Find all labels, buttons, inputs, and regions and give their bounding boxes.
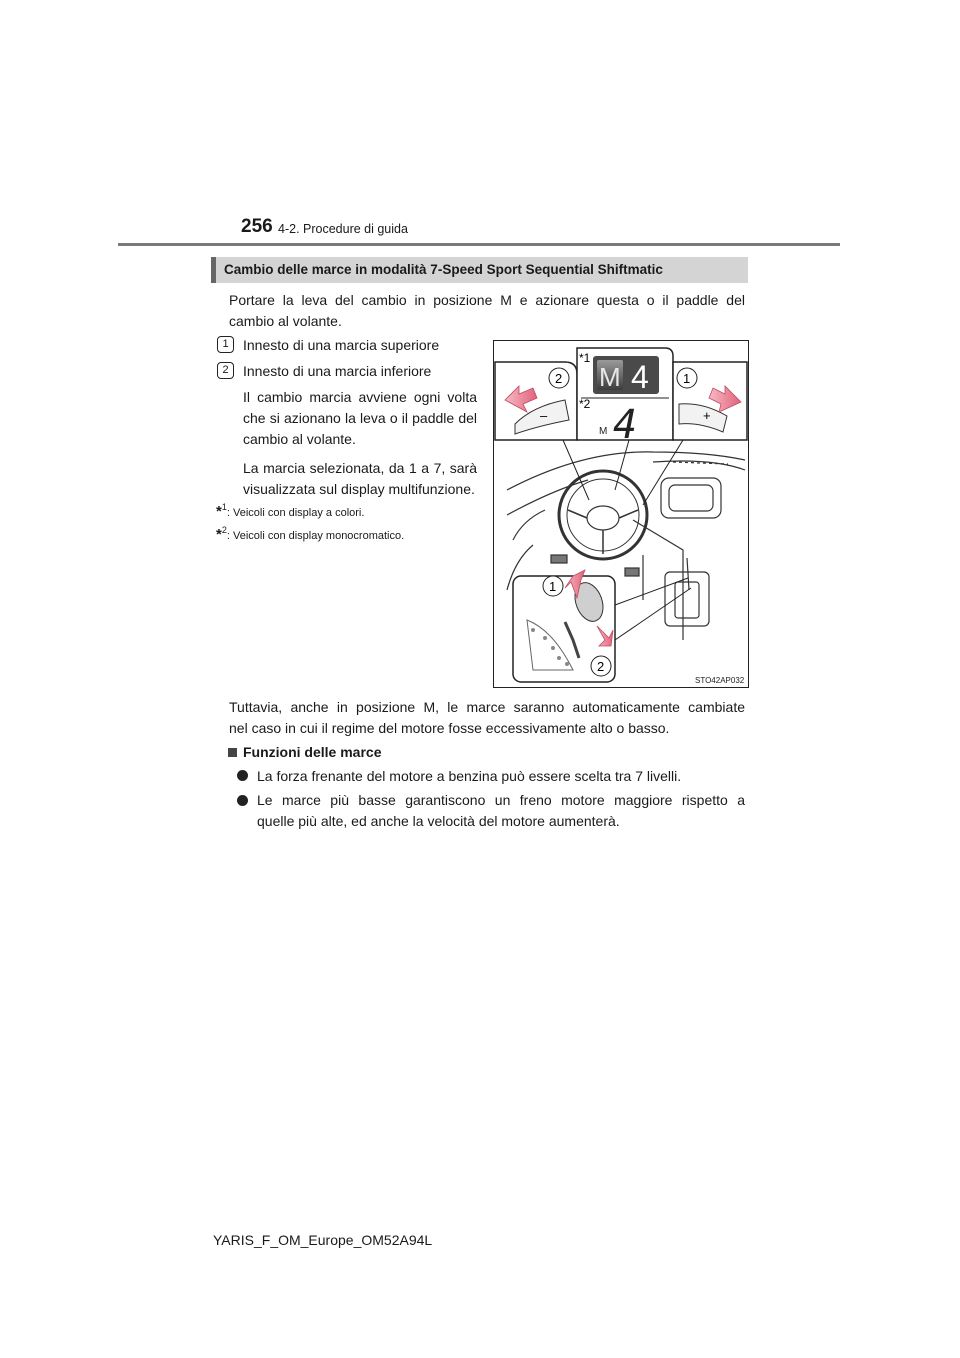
document-code: YARIS_F_OM_Europe_OM52A94L (213, 1232, 433, 1248)
round-bullet-icon (237, 770, 248, 781)
callout-number: 1 (683, 371, 691, 386)
footnote-2 (216, 526, 404, 544)
color-display-mode: M (599, 362, 621, 392)
para3-line-1: Tuttavia, anche in posizione M, le marce saranno automaticamente cambiate (229, 699, 745, 715)
square-bullet-icon (228, 748, 237, 757)
footnote-text: : Veicoli con display monocromatico. (226, 530, 405, 542)
bullet-text: La forza frenante del motore a benzina può essere scelta tra 7 livelli. (257, 768, 682, 784)
item-number-2: 2 (217, 362, 234, 379)
page-number: 256 (241, 216, 273, 237)
bullet-2 (237, 793, 248, 809)
callout-number: 2 (597, 659, 605, 674)
figure-code: STO42AP032 (695, 676, 745, 685)
para1-line-1: Il cambio marcia avviene ogni volta (243, 389, 477, 405)
item-label-1: Innesto di una marcia superiore (243, 337, 440, 353)
footnote-star: * (216, 503, 222, 520)
intro-line-2: cambio al volante. (229, 313, 342, 329)
footnote-1 (216, 503, 364, 521)
para3-line-2: nel caso in cui il regime del motore fosse eccessivamente alto o basso. (229, 720, 670, 736)
color-display-gear: 4 (631, 359, 649, 395)
para1-line-2: che si azionano la leva o il paddle del (243, 410, 477, 426)
mono-display-gear: 4 (613, 402, 638, 448)
header-rule (118, 243, 840, 246)
callout-number: 2 (555, 371, 563, 386)
display-callout (577, 348, 673, 448)
star2-label: *2 (579, 397, 591, 411)
footnote-star: * (216, 526, 222, 543)
shift-illustration (493, 340, 749, 688)
left-paddle-callout (495, 362, 577, 440)
round-bullet-icon (237, 795, 248, 806)
minus-symbol: – (540, 408, 548, 423)
footnote-sup: 1 (221, 502, 227, 512)
item-label-2: Innesto di una marcia inferiore (243, 363, 432, 379)
para1-line-3: cambio al volante. (243, 431, 356, 447)
banner-accent (211, 257, 216, 283)
topic-banner (211, 257, 748, 283)
subsection-heading (228, 744, 381, 760)
bullet-1 (237, 768, 681, 784)
footnote-sup: 2 (221, 525, 227, 535)
callout-number: 1 (549, 579, 557, 594)
bullet-2-line-1: Le marce più basse garantiscono un freno motore maggiore rispetto a (257, 792, 745, 808)
item-number-1: 1 (217, 336, 234, 353)
para2-line-1: La marcia selezionata, da 1 a 7, sarà (243, 460, 477, 476)
star1-label: *1 (579, 351, 591, 365)
footnote-text: : Veicoli con display a colori. (226, 507, 365, 519)
plus-symbol: + (703, 408, 711, 423)
right-paddle-callout (673, 362, 747, 440)
bullet-2-line-2: quelle più alte, ed anche la velocità del motore aumenterà. (257, 813, 620, 829)
mono-display-mode: M (599, 426, 608, 437)
intro-line-1: Portare la leva del cambio in posizione M e azionare questa o il paddle del (229, 292, 745, 308)
section-title: 4-2. Procedure di guida (278, 222, 408, 236)
shifter-callout (513, 570, 615, 682)
banner-title: Cambio delle marce in modalità 7-Speed Sport Sequential Shiftmatic (224, 262, 663, 277)
subsection-title: Funzioni delle marce (243, 744, 382, 760)
para2-line-2: visualizzata sul display multifunzione. (243, 481, 475, 497)
